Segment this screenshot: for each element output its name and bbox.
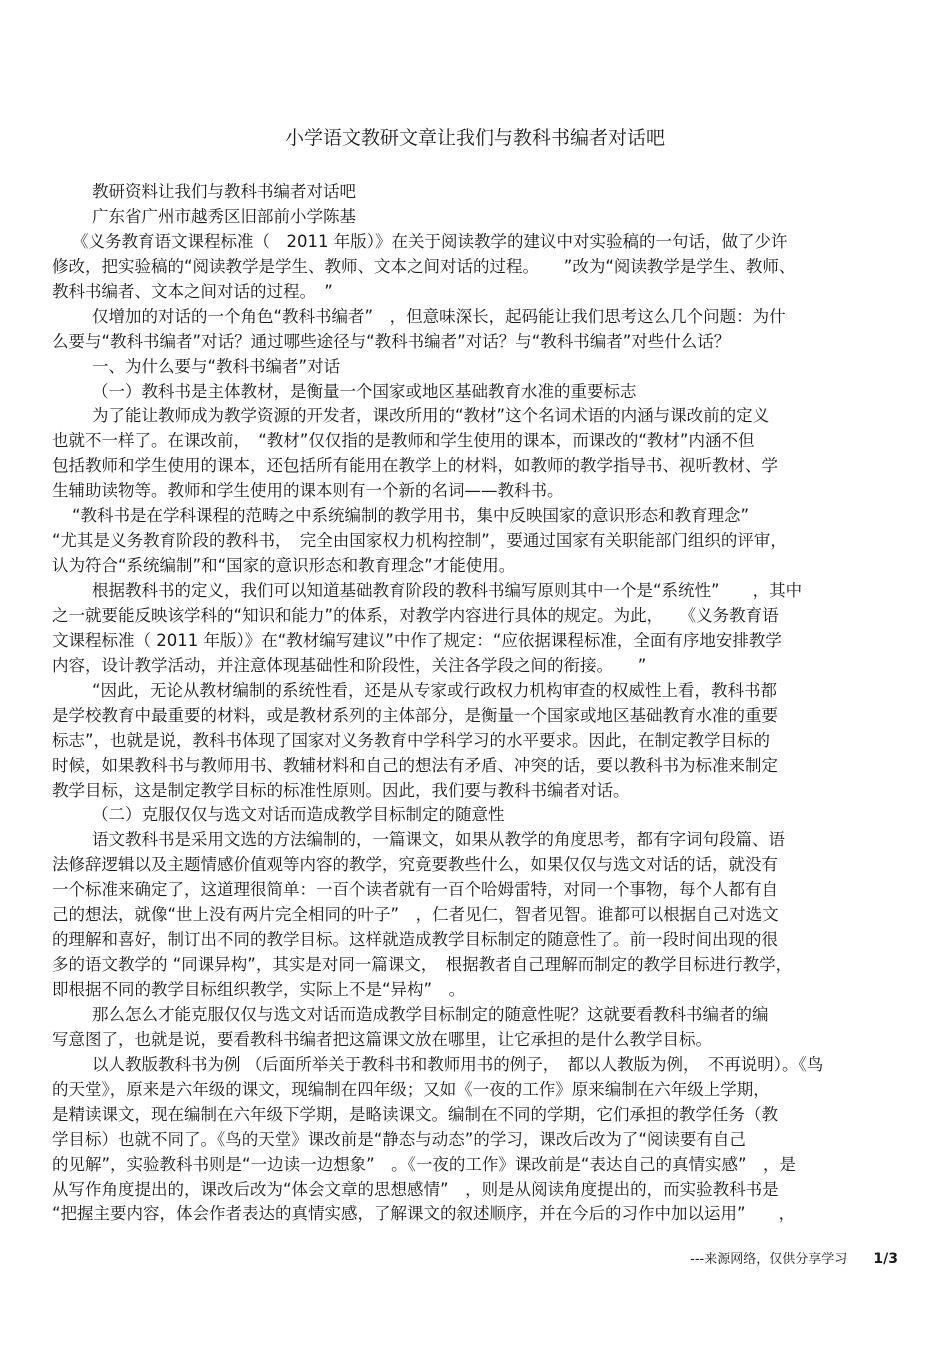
text-line: 那么怎么才能克服仅仅与选文对话而造成教学目标制定的随意性呢？这就要看教科书编者的编 xyxy=(92,1004,769,1024)
text-line: 从写作角度提出的，课改后改为“体会文章的思想感情” ，则是从阅读角度提出的，而实验教科书是 xyxy=(52,1179,779,1199)
text-line: 修改，把实验稿的“阅读教学是学生、教师、文本之间对话的过程。 ”改为“阅读教学是学生、教师、 xyxy=(52,256,796,276)
text-line: 《义务教育语文课程标准（ 2011 年版）》在关于阅读教学的建议中对实验稿的一句话，做了少许 xyxy=(72,231,788,251)
page-title: 小学语文教研文章让我们与教科书编者对话吧 xyxy=(284,127,665,149)
text-line: 认为符合“系统编制”和“国家的意识形态和教育理念”才能使用。 xyxy=(52,556,516,576)
text-line: 己的想法，就像“世上没有两片完全相同的叶子” ，仁者见仁，智者见智。谁都可以根据自己对选文 xyxy=(52,905,779,925)
text-line: “教科书是在学科课程的范畴之中系统编制的教学用书，集中反映国家的意识形态和教育理念” xyxy=(72,506,750,526)
text-line: 教科书编者、文本之间对话的过程。 ” xyxy=(52,281,333,301)
text-line: 是学校教育中最重要的材料，或是教材系列的主体部分，是衡量一个国家或地区基础教育水准的重要 xyxy=(52,705,778,725)
text-line: 的天堂》，原来是六年级的课文，现编制在四年级；又如《一夜的工作》原来编制在六年级上学期， xyxy=(52,1079,770,1099)
text-line: 学目标）也就不同了。《鸟的天堂》课改前是“静态与动态”的学习，课改后改为了“阅读要有自己 xyxy=(52,1129,746,1149)
text-line: 为了能让教师成为教学资源的开发者，课改所用的“教材”这个名词术语的内涵与课改前的定义 xyxy=(92,406,770,426)
text-line: 的理解和喜好，制订出不同的教学目标。这样就造成教学目标制定的随意性了。前一段时间出现的很 xyxy=(52,930,778,950)
text-line: “把握主要内容，体会作者表达的真情实感，了解课文的叙述顺序，并在今后的习作中加以运用” ， xyxy=(52,1204,796,1224)
text-line: “因此，无论从教材编制的系统性看，还是从专家或行政权力机构审查的权威性上看，教科书都 xyxy=(92,680,778,700)
document-body xyxy=(52,180,902,1227)
text-line: 也就不一样了。在课改前， “教材”仅仅指的是教师和学生使用的课本，而课改的“教材”内涵不但 xyxy=(52,431,755,451)
text-line: 是精读课文，现在编制在六年级下学期，是略读课文。编制在不同的学期，它们承担的教学任务（教 xyxy=(52,1104,778,1124)
text-line: 一个标准来确定了，这道理很简单：一百个读者就有一百个哈姆雷特，对同一个事物，每个人都有自 xyxy=(52,880,778,900)
text-line: 教学目标，这是制定教学目标的标准性原则。因此，我们要与教科书编者对话。 xyxy=(52,780,630,800)
text-line: 即根据不同的教学目标组织教学，实际上不是“异构” 。 xyxy=(52,980,466,999)
text-line: 么要与“教科书编者”对话？通过哪些途径与“教科书编者”对话？与“教科书编者”对些什么话？ xyxy=(52,331,731,351)
page-number: 1/3 xyxy=(873,1251,898,1267)
text-line: 教研资料让我们与教科书编者对话吧 xyxy=(92,182,356,201)
text-line: 生辅助读物等。教师和学生使用的课本则有一个新的名词——教科书。 xyxy=(52,481,564,501)
page-footer xyxy=(690,1249,898,1270)
text-line: 文课程标准（ 2011 年版）》在“教材编写建议”中作了规定：“应依据课程标准，全面有序地安排教学 xyxy=(52,630,782,650)
text-line: 多的语文教学的 “同课异构”，其实是对同一篇课文， 根据教者自己理解而制定的教学目标进行教学， xyxy=(52,955,793,975)
text-line: 包括教师和学生使用的课本，还包括所有能用在教学上的材料，如教师的教学指导书、视听教材、学 xyxy=(52,456,778,476)
text-line: （二）克服仅仅与选文对话而造成教学目标制定的随意性 xyxy=(92,805,505,825)
text-line: 法修辞逻辑以及主题情感价值观等内容的教学，究竟要教些什么，如果仅仅与选文对话的话，就没有 xyxy=(52,855,778,875)
text-line: （一）教科书是主体教材，是衡量一个国家或地区基础教育水准的重要标志 xyxy=(92,381,637,401)
text-line: 内容，设计教学活动，并注意体现基础性和阶段性，关注各学段之间的衔接。 ” xyxy=(52,655,647,675)
text-line: 以人教版教科书为例 （后面所举关于教科书和教师用书的例子， 都以人教版为例， 不再说明）。《鸟 xyxy=(92,1054,824,1074)
text-line: 写意图了，也就是说，要看教科书编者把这篇课文放在哪里，让它承担的是什么教学目标。 xyxy=(52,1029,712,1049)
text-line: 一、为什么要与“教科书编者”对话 xyxy=(92,356,341,376)
text-line: 仅增加的对话的一个角色“教科书编者” ，但意味深长，起码能让我们思考这么几个问题：为什 xyxy=(92,306,786,326)
text-line: 广东省广州市越秀区旧部前小学陈基 xyxy=(92,206,356,226)
text-line: 时候，如果教科书与教师用书、教辅材料和自己的想法有矛盾、冲突的话，要以教科书为标准来制定 xyxy=(52,755,778,775)
text-line: 的见解”，实验教科书则是“一边读一边想象” 。《一夜的工作》课改前是“表达自己的真情实感” ，是 xyxy=(52,1154,796,1174)
text-line: 根据教科书的定义，我们可以知道基础教育阶段的教科书编写原则其中一个是“系统性” ，其中 xyxy=(92,581,803,600)
text-line: 之一就要能反映该学科的“知识和能力”的体系，对教学内容进行具体的规定。为此， 《义务教育语 xyxy=(52,605,779,625)
text-line: “尤其是义务教育阶段的教科书， 完全由国家权力机构控制”，要通过国家有关职能部门组织的评审， xyxy=(52,531,787,551)
text-line: 语文教科书是采用文选的方法编制的，一篇课文，如果从教学的角度思考，都有字词句段篇、语 xyxy=(92,830,785,850)
footer-source: ---来源网络，仅供分享学习 xyxy=(690,1252,848,1267)
text-line: 标志”，也就是说，教科书体现了国家对义务教育中学科学习的水平要求。因此，在制定教学目标的 xyxy=(52,730,771,750)
